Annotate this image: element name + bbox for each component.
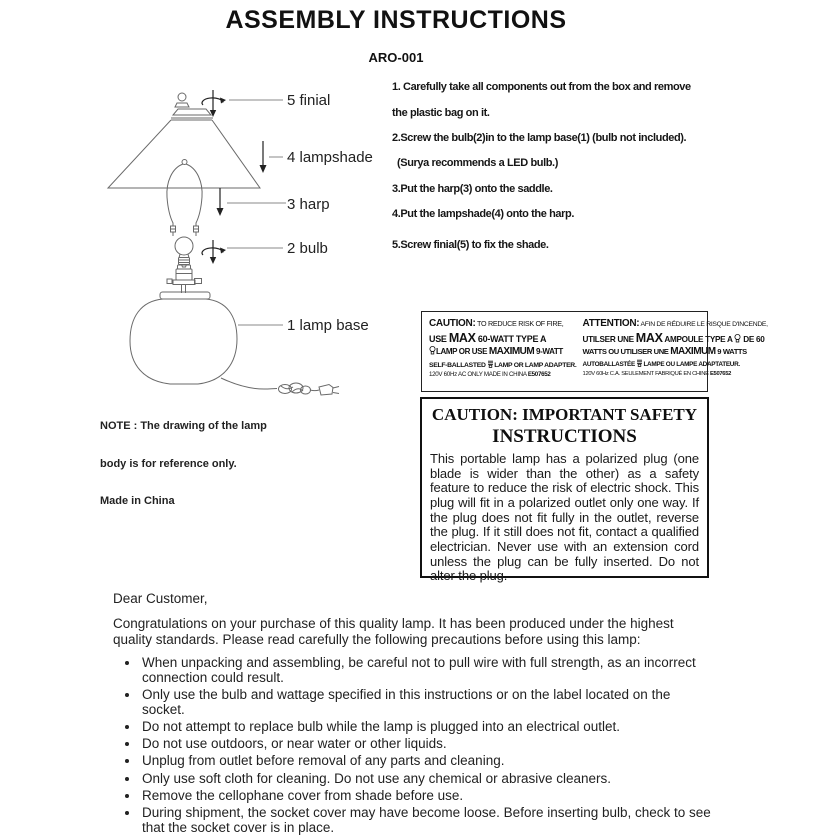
caution-english-column: CAUTION: TO REDUCE RISK OF FIRE, USE MAX 60-WATT TYPE A LAMP OR USE MAXIMUM 9-WATT SELF-BALLASTED LAMP OR LAMP ADAPTER. 120V 60Hz AC ONLY MADE IN CHINA E507652 (429, 318, 577, 378)
lampshade-down-arrow-icon (260, 141, 267, 173)
safety-body-text: This portable lamp has a polarized plug (one blade is wider than the other) as a safety feature to reduce the risk of electric shock. This plug will fit in a polarized outlet only one way. If the plug does not fit fully in the outlet, reverse the plug. If it still does not fit, contact a qualified electrician. Never use with an extension cord unless the plug can be fully inserted. Do not alter the plug. (430, 450, 699, 584)
step-2-note: (Surya recommends a LED bulb.) (397, 157, 558, 169)
part-label-finial: 5 finial (287, 92, 331, 109)
safety-instructions-box (420, 397, 709, 584)
ul-file-number: E507652 (527, 370, 551, 378)
precaution-item: • Do not attempt to replace bulb while the lamp is plugged into an electrical outlet. (140, 719, 713, 734)
socket-drawing (167, 265, 202, 293)
precautions-list (113, 655, 713, 835)
safety-title-line-1: CAUTION: IMPORTANT SAFETY (431, 405, 698, 424)
customer-section (113, 591, 713, 837)
part-label-lamp-base: 1 lamp base (287, 317, 369, 334)
finial-drawing (175, 93, 189, 107)
lamp-base-drawing (130, 292, 237, 384)
part-label-harp: 3 harp (287, 196, 330, 213)
model-number: ARO-001 (368, 50, 424, 65)
safety-title-line-2: INSTRUCTIONS (492, 426, 637, 448)
lampshade-drawing (108, 109, 260, 188)
note-line-1: NOTE : The drawing of the lamp (100, 420, 267, 432)
precaution-item: • Only use soft cloth for cleaning. Do not use any chemical or abrasive cleaners. (140, 771, 713, 786)
lamp-assembly-diagram (0, 0, 400, 410)
caution-word: CAUTION: (429, 318, 476, 329)
customer-greeting: Dear Customer, (113, 591, 208, 606)
part-label-bulb: 2 bulb (287, 240, 328, 257)
harp-down-arrow-icon (217, 188, 224, 216)
precaution-item: • Remove the cellophane cover from shade before use. (140, 788, 713, 803)
step-1-line-2: the plastic bag on it. (392, 107, 490, 119)
part-label-lampshade: 4 lampshade (287, 149, 373, 166)
precaution-item: • When unpacking and assembling, be careful not to pull wire with full strength, as an incorrect connection could result. (140, 655, 713, 685)
finial-rotation-arrow-icon (202, 90, 226, 117)
step-3: 3.Put the harp(3) onto the saddle. (392, 183, 553, 195)
step-1-line-1: 1. Carefully take all components out from the box and remove (392, 81, 691, 93)
harp-drawing (167, 160, 202, 237)
made-in-china-label: Made in China (100, 495, 175, 507)
page-title: ASSEMBLY INSTRUCTIONS (225, 6, 567, 34)
caution-rating-label (421, 311, 768, 392)
step-4: 4.Put the lampshade(4) onto the harp. (392, 208, 574, 220)
customer-intro: Congratulations on your purchase of this quality lamp. It has been produced under the highest quality standards. Please read carefully the following precautions before using this lamp: (113, 615, 674, 647)
precaution-item: • During shipment, the socket cover may have become loose. Before inserting bulb, check to see that the socket cover is in place. (140, 805, 713, 835)
bulb-rotation-arrow-icon (202, 240, 226, 264)
bulb-drawing (175, 237, 193, 267)
caution-french-column: ATTENTION: AFIN DE RÉDUIRE LE RISQUE D'INCENDE, UTILSER UNE MAX AMPOULE TYPE A DE 60 WATTS OU UTILISER UNE MAXIMUM 9 WATTS AUTOBALLASTÉE LAMPE OU LAMPE ADAPTATEUR. 120V 60Hz C.A. SEULEMENT FABRIQUÉ EN CHINE E507652 (582, 318, 768, 377)
power-plug-drawing (319, 385, 339, 396)
precaution-item: • Unplug from outlet before removal of any parts and cleaning. (140, 753, 713, 768)
precaution-item: • Do not use outdoors, or near water or other liquids. (140, 736, 713, 751)
attention-word: ATTENTION: (582, 318, 640, 329)
step-2: 2.Screw the bulb(2)in to the lamp base(1) (bulb not included). (392, 132, 687, 144)
incandescent-bulb-icon (429, 346, 436, 358)
ul-file-number: E507652 (709, 370, 732, 377)
power-cord-drawing (221, 378, 319, 394)
precaution-item: • Only use the bulb and wattage specified in this instructions or on the label located on the socket. (140, 687, 713, 717)
step-5: 5.Screw finial(5) to fix the shade. (392, 239, 549, 251)
note-line-2: body is for reference only. (100, 458, 237, 470)
